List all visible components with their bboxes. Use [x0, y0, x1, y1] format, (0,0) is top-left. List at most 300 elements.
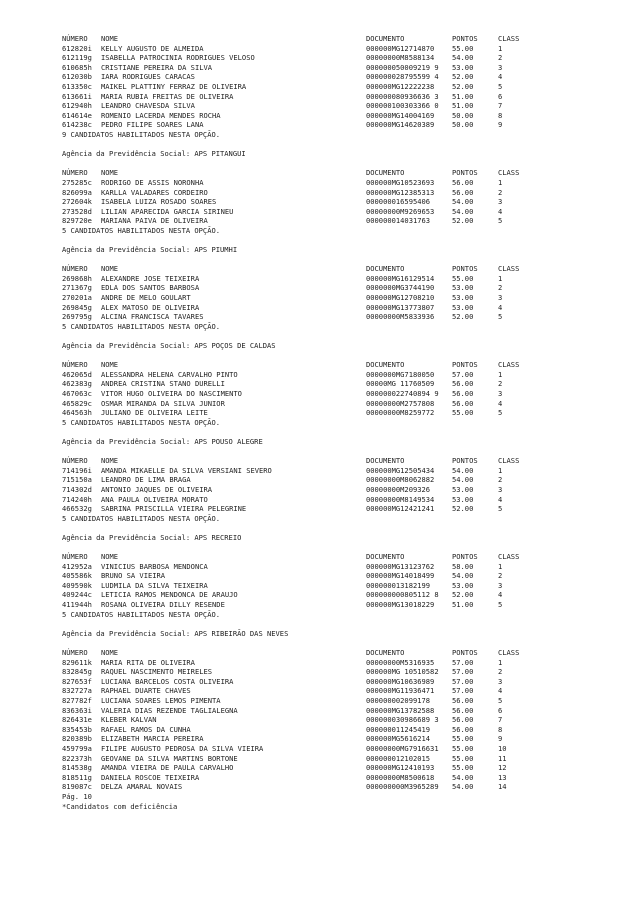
- pontos-header: PONTOS: [452, 552, 478, 562]
- class-cell: 4: [498, 590, 503, 600]
- nome-cell: ALEX MATOSO DE OLIVEIRA: [101, 302, 200, 312]
- documento-header: DOCUMENTO: [366, 34, 405, 43]
- nome-cell: OSMAR MIRANDA DA SILVA JUNIOR: [101, 398, 225, 408]
- documento-cell: 00000000M8588134: [366, 53, 435, 63]
- nome-cell: RAPHAEL DUARTE CHAVES: [101, 686, 191, 696]
- numero-cell: 610685h: [62, 62, 92, 72]
- nome-cell: ALESSANDRA HELENA CARVALHO PINTO: [101, 369, 238, 379]
- spacer: [62, 331, 622, 341]
- table-row: [62, 734, 622, 744]
- class-cell: 2: [498, 667, 503, 677]
- class-cell: 3: [498, 676, 503, 686]
- pontos-cell: 56.00: [452, 379, 474, 389]
- documento-header: DOCUMENTO: [366, 360, 405, 370]
- table-row: [62, 715, 622, 725]
- table-row: [62, 82, 622, 92]
- table-row: [62, 773, 622, 783]
- nome-cell: IARA RODRIGUES CARACAS: [101, 72, 195, 82]
- documento-header: DOCUMENTO: [366, 648, 405, 657]
- table-header: [62, 648, 622, 658]
- table-row: [62, 216, 622, 226]
- pontos-cell: 54.00: [452, 206, 474, 216]
- documento-cell: 00000000M8062882: [366, 475, 435, 485]
- table-row: [62, 72, 622, 82]
- nome-cell: LUCIANA BARCELOS COSTA OLIVEIRA: [101, 676, 234, 686]
- nome-cell: MARIA RUBIA FREITAS DE OLIVEIRA: [101, 91, 234, 101]
- table-row: [62, 590, 622, 600]
- pontos-header: PONTOS: [452, 456, 478, 466]
- nome-cell: ANDREA CRISTINA STANO DURELLI: [101, 379, 225, 389]
- nome-cell: JULIANO DE OLIVEIRA LEITE: [101, 408, 208, 418]
- numero-cell: 269845g: [62, 302, 92, 312]
- table-row: [62, 408, 622, 418]
- table-row: [62, 370, 622, 380]
- section-summary: 5 CANDIDATOS HABILITADOS NESTA OPÇÃO.: [62, 513, 221, 523]
- class-cell: 3: [498, 62, 503, 72]
- spacer: [62, 140, 622, 150]
- nome-cell: BRUNO SA VIEIRA: [101, 571, 166, 581]
- numero-cell: 459799a: [62, 743, 92, 753]
- numero-header: NÚMERO: [62, 456, 88, 466]
- class-cell: 8: [498, 724, 503, 734]
- table-row: [62, 120, 622, 130]
- nome-cell: AMANDA VIEIRA DE PAULA CARVALHO: [101, 763, 234, 773]
- pontos-cell: 56.00: [452, 388, 474, 398]
- pontos-cell: 54.00: [452, 53, 474, 63]
- pontos-cell: 56.00: [452, 715, 474, 725]
- table-row: [62, 389, 622, 399]
- numero-cell: 612820i: [62, 43, 92, 53]
- spacer: [62, 638, 622, 648]
- section-summary: 5 CANDIDATOS HABILITADOS NESTA OPÇÃO.: [62, 609, 221, 619]
- table-row: [62, 44, 622, 54]
- pontos-cell: 53.00: [452, 484, 474, 494]
- documento-cell: 000000002099178: [366, 695, 431, 705]
- numero-cell: 613661i: [62, 91, 92, 101]
- pontos-cell: 56.00: [452, 187, 474, 197]
- documento-cell: 000000080936636 3: [366, 91, 439, 101]
- footnote: *Candidatos com deficiência: [62, 801, 178, 811]
- nome-cell: AMANDA MIKAELLE DA SILVA VERSIANI SEVERO: [101, 465, 272, 475]
- class-cell: 6: [498, 705, 503, 715]
- pontos-cell: 53.00: [452, 494, 474, 504]
- table-header: [62, 34, 622, 44]
- table-row: [62, 283, 622, 293]
- nome-cell: ROMENIO LACERDA MENDES ROCHA: [101, 110, 221, 120]
- pontos-cell: 55.00: [452, 763, 474, 773]
- pontos-cell: 56.00: [452, 724, 474, 734]
- class-cell: 1: [498, 369, 503, 379]
- numero-cell: 829720e: [62, 216, 92, 226]
- table-row: [62, 696, 622, 706]
- class-cell: 1: [498, 177, 503, 187]
- numero-cell: 836363i: [62, 705, 92, 715]
- nome-cell: RODRIGO DE ASSIS NORONHA: [101, 177, 204, 187]
- documento-cell: 000000050009219 9: [366, 62, 439, 72]
- class-cell: 8: [498, 110, 503, 120]
- documento-cell: 000000014031763: [366, 216, 431, 226]
- section-title: Agência da Previdência Social: APS POÇOS DE CALDAS: [62, 341, 276, 350]
- section-title: Agência da Previdência Social: APS POUSO ALEGRE: [62, 436, 263, 446]
- documento-cell: 000000MG10523693: [366, 177, 435, 187]
- numero-cell: 412952a: [62, 561, 92, 571]
- nome-cell: ROSANA OLIVEIRA DILLY RESENDE: [101, 600, 225, 610]
- documento-cell: 000000012102015: [366, 753, 431, 763]
- documento-cell: 00000000M5833936: [366, 312, 435, 322]
- class-header: CLASS: [498, 552, 520, 562]
- table-row: [62, 53, 622, 63]
- documento-cell: 000000000M3965289: [366, 782, 439, 792]
- numero-cell: 826431e: [62, 715, 92, 725]
- class-header: CLASS: [498, 264, 520, 274]
- pontos-cell: 56.00: [452, 398, 474, 408]
- pontos-cell: 50.00: [452, 110, 474, 120]
- class-cell: 3: [498, 580, 503, 590]
- table-row: [62, 303, 622, 313]
- class-cell: 2: [498, 475, 503, 485]
- numero-cell: 820389b: [62, 734, 92, 744]
- numero-header: NÚMERO: [62, 168, 88, 178]
- numero-cell: 818511g: [62, 772, 92, 782]
- documento-cell: 0000000MG7180050: [366, 369, 435, 379]
- table-row: [62, 725, 622, 735]
- documento-cell: 000000MG16129514: [366, 273, 435, 283]
- nome-header: NOME: [101, 264, 119, 274]
- documento-cell: 00000000M9269653: [366, 206, 435, 216]
- table-row: [62, 101, 622, 111]
- documento-cell: 000000028795599 4: [366, 72, 439, 82]
- class-cell: 4: [498, 686, 503, 696]
- table-header: [62, 552, 622, 562]
- pontos-cell: 52.00: [452, 312, 474, 322]
- class-cell: 2: [498, 187, 503, 197]
- documento-cell: 000000MG12714870: [366, 43, 435, 53]
- nome-header: NOME: [101, 360, 119, 370]
- numero-header: NÚMERO: [62, 264, 88, 274]
- pontos-cell: 57.00: [452, 686, 474, 696]
- pontos-cell: 55.00: [452, 734, 474, 744]
- table-row: [62, 475, 622, 485]
- documento-header: DOCUMENTO: [366, 168, 405, 178]
- table-row: [62, 274, 622, 284]
- documento-cell: 00000000M8500618: [366, 772, 435, 782]
- table-header: [62, 360, 622, 370]
- documento-cell: 000000013182199: [366, 580, 431, 590]
- table-row: [62, 744, 622, 754]
- table-row: [62, 293, 622, 303]
- spacer: [62, 255, 622, 265]
- pontos-header: PONTOS: [452, 360, 478, 370]
- pontos-cell: 52.00: [452, 590, 474, 600]
- numero-cell: 269795g: [62, 312, 92, 322]
- nome-cell: DELZA AMARAL NOVAIS: [101, 782, 183, 792]
- documento-cell: 000000100303366 0: [366, 101, 439, 111]
- nome-cell: MAIKEL PLATTINY FERRAZ DE OLIVEIRA: [101, 81, 247, 91]
- numero-cell: 612940h: [62, 101, 92, 111]
- class-cell: 2: [498, 53, 503, 63]
- nome-cell: KARLLA VALADARES CORDEIRO: [101, 187, 208, 197]
- table-header: [62, 456, 622, 466]
- documento-cell: 000000MG12222238: [366, 81, 435, 91]
- nome-header: NOME: [101, 648, 119, 657]
- table-header: [62, 264, 622, 274]
- table-row: [62, 581, 622, 591]
- numero-cell: 613350c: [62, 81, 92, 91]
- documento-cell: 000000MG12708210: [366, 293, 435, 303]
- numero-cell: 814538g: [62, 763, 92, 773]
- table-row: [62, 178, 622, 188]
- documento-cell: 000000MG12505434: [366, 465, 435, 475]
- class-cell: 10: [498, 743, 507, 753]
- numero-cell: 272604k: [62, 197, 92, 207]
- documento-cell: 00000000MG7916631: [366, 743, 439, 753]
- pontos-cell: 53.00: [452, 283, 474, 293]
- table-row: [62, 92, 622, 102]
- documento-cell: 000000011245419: [366, 724, 431, 734]
- pontos-cell: 53.00: [452, 580, 474, 590]
- table-row: [62, 111, 622, 121]
- numero-cell: 270201a: [62, 293, 92, 303]
- documento-cell: 00000000M8259772: [366, 408, 435, 418]
- nome-cell: VITOR HUGO OLIVEIRA DO NASCIMENTO: [101, 388, 242, 398]
- numero-cell: 614614e: [62, 110, 92, 120]
- class-cell: 7: [498, 715, 503, 725]
- class-cell: 6: [498, 91, 503, 101]
- class-cell: 7: [498, 101, 503, 111]
- spacer: [62, 427, 622, 437]
- numero-cell: 411944h: [62, 600, 92, 610]
- documento-cell: 00000000M8149534: [366, 494, 435, 504]
- numero-cell: 715150a: [62, 475, 92, 485]
- class-cell: 5: [498, 312, 503, 322]
- spacer: [62, 619, 622, 629]
- numero-header: NÚMERO: [62, 360, 88, 370]
- table-row: [62, 600, 622, 610]
- nome-cell: RAQUEL NASCIMENTO MEIRELES: [101, 667, 213, 677]
- numero-cell: 464563h: [62, 408, 92, 418]
- documento-cell: 00000000M2757808: [366, 398, 435, 408]
- pontos-header: PONTOS: [452, 264, 478, 274]
- nome-cell: MARIANA PAIVA DE OLIVEIRA: [101, 216, 208, 226]
- documento-cell: 00000000M5316935: [366, 657, 435, 667]
- section-title: Agência da Previdência Social: APS RECREIO: [62, 532, 242, 542]
- numero-cell: 829611k: [62, 657, 92, 667]
- documento-cell: 000000016595406: [366, 197, 431, 207]
- nome-cell: LEANDRO DE LIMA BRAGA: [101, 475, 191, 485]
- nome-cell: PEDRO FILIPE SOARES LANA: [101, 120, 204, 130]
- pontos-cell: 54.00: [452, 782, 474, 792]
- nome-cell: LILIAN APARECIDA GARCIA SIRINEU: [101, 206, 234, 216]
- nome-cell: KLEBER KALVAN: [101, 715, 157, 725]
- table-row: [62, 63, 622, 73]
- numero-cell: 273528d: [62, 206, 92, 216]
- section-summary: 5 CANDIDATOS HABILITADOS NESTA OPÇÃO.: [62, 417, 221, 427]
- table-row: [62, 782, 622, 792]
- pontos-cell: 50.00: [452, 120, 474, 130]
- documento-cell: 000000MG12385313: [366, 187, 435, 197]
- table-row: [62, 686, 622, 696]
- class-cell: 5: [498, 81, 503, 91]
- numero-cell: 275285c: [62, 177, 92, 187]
- documento-cell: 000000MG14620389: [366, 120, 435, 130]
- table-row: [62, 495, 622, 505]
- table-row: [62, 188, 622, 198]
- class-cell: 2: [498, 571, 503, 581]
- nome-cell: VALERIA DIAS REZENDE TAGLIALEGNA: [101, 705, 238, 715]
- pontos-cell: 53.00: [452, 293, 474, 303]
- documento-cell: 0000000MG3744190: [366, 283, 435, 293]
- nome-cell: LUCIANA SOARES LEMOS PIMENTA: [101, 695, 221, 705]
- pontos-cell: 57.00: [452, 676, 474, 686]
- pontos-header: PONTOS: [452, 648, 478, 657]
- documento-cell: 000000MG5616214: [366, 734, 431, 744]
- table-row: [62, 754, 622, 764]
- class-header: CLASS: [498, 34, 520, 43]
- class-cell: 13: [498, 772, 507, 782]
- documento-cell: 00000000M209326: [366, 484, 431, 494]
- class-cell: 9: [498, 734, 503, 744]
- nome-cell: ISABELLA PATROCINIA RODRIGUES VELOSO: [101, 53, 255, 63]
- class-cell: 4: [498, 398, 503, 408]
- numero-header: NÚMERO: [62, 34, 88, 43]
- spacer: [62, 523, 622, 533]
- nome-header: NOME: [101, 34, 119, 43]
- documento-header: DOCUMENTO: [366, 456, 405, 466]
- numero-cell: 822373h: [62, 753, 92, 763]
- documento-header: DOCUMENTO: [366, 552, 405, 562]
- documento-cell: 000000MG13773807: [366, 302, 435, 312]
- pontos-cell: 58.00: [452, 561, 474, 571]
- documento-cell: 000000MG12410193: [366, 763, 435, 773]
- table-row: [62, 562, 622, 572]
- pontos-cell: 57.00: [452, 369, 474, 379]
- nome-cell: MARIA RITA DE OLIVEIRA: [101, 657, 195, 667]
- table-row: [62, 504, 622, 514]
- nome-header: NOME: [101, 456, 119, 466]
- documento-cell: 000000030986689 3: [366, 715, 439, 725]
- class-cell: 5: [498, 408, 503, 418]
- class-cell: 5: [498, 600, 503, 610]
- section-summary: 5 CANDIDATOS HABILITADOS NESTA OPÇÃO.: [62, 225, 221, 235]
- class-cell: 1: [498, 465, 503, 475]
- class-cell: 4: [498, 72, 503, 82]
- section-title: Agência da Previdência Social: APS RIBEIRÃO DAS NEVES: [62, 628, 289, 638]
- table-row: [62, 571, 622, 581]
- document-page: [62, 34, 622, 811]
- pontos-cell: 55.00: [452, 273, 474, 283]
- pontos-cell: 52.00: [452, 72, 474, 82]
- documento-cell: 00000MG 11760509: [366, 379, 435, 389]
- table-row: [62, 763, 622, 773]
- table-row: [62, 197, 622, 207]
- pontos-cell: 53.00: [452, 62, 474, 72]
- table-row: [62, 399, 622, 409]
- numero-cell: 465829c: [62, 398, 92, 408]
- numero-cell: 832727a: [62, 686, 92, 696]
- nome-cell: EDLA DOS SANTOS BARBOSA: [101, 283, 200, 293]
- nome-cell: LEANDRO CHAVESDA SILVA: [101, 101, 195, 111]
- documento-cell: 000000MG10636989: [366, 676, 435, 686]
- class-cell: 3: [498, 197, 503, 207]
- section-title: Agência da Previdência Social: APS PITANGUI: [62, 149, 246, 159]
- table-row: [62, 466, 622, 476]
- pontos-cell: 54.00: [452, 465, 474, 475]
- nome-cell: KELLY AUGUSTO DE ALMEIDA: [101, 43, 204, 53]
- class-cell: 3: [498, 293, 503, 303]
- pontos-cell: 56.00: [452, 177, 474, 187]
- class-header: CLASS: [498, 648, 520, 657]
- nome-cell: ISABELA LUIZA ROSADO SOARES: [101, 197, 217, 207]
- numero-cell: 714196i: [62, 465, 92, 475]
- table-row: [62, 667, 622, 677]
- numero-cell: 269868h: [62, 273, 92, 283]
- pontos-cell: 55.00: [452, 43, 474, 53]
- pontos-cell: 52.00: [452, 216, 474, 226]
- table-row: [62, 312, 622, 322]
- nome-cell: LUDMILA DA SILVA TEIXEIRA: [101, 580, 208, 590]
- numero-cell: 467063c: [62, 388, 92, 398]
- pontos-cell: 52.00: [452, 504, 474, 514]
- class-cell: 1: [498, 657, 503, 667]
- class-cell: 9: [498, 120, 503, 130]
- pontos-cell: 55.00: [452, 743, 474, 753]
- class-cell: 2: [498, 283, 503, 293]
- spacer: [62, 159, 622, 169]
- documento-cell: 000000MG12421241: [366, 504, 435, 514]
- numero-cell: 827653f: [62, 676, 92, 686]
- numero-cell: 714240h: [62, 494, 92, 504]
- pontos-cell: 53.00: [452, 302, 474, 312]
- class-header: CLASS: [498, 168, 520, 178]
- pontos-cell: 51.00: [452, 101, 474, 111]
- section-summary: 9 CANDIDATOS HABILITADOS NESTA OPÇÃO.: [62, 129, 221, 139]
- nome-cell: FILIPE AUGUSTO PEDROSA DA SILVA VIEIRA: [101, 743, 264, 753]
- numero-cell: 819087c: [62, 782, 92, 792]
- nome-cell: ALCINA FRANCISCA TAVARES: [101, 312, 204, 322]
- table-row: [62, 379, 622, 389]
- table-row: [62, 485, 622, 495]
- numero-cell: 714302d: [62, 484, 92, 494]
- pontos-cell: 51.00: [452, 600, 474, 610]
- numero-cell: 614238c: [62, 120, 92, 130]
- numero-header: NÚMERO: [62, 648, 88, 657]
- nome-cell: ANA PAULA OLIVEIRA MORATO: [101, 494, 208, 504]
- class-cell: 2: [498, 379, 503, 389]
- class-header: CLASS: [498, 456, 520, 466]
- class-cell: 4: [498, 302, 503, 312]
- documento-cell: 000000MG14004169: [366, 110, 435, 120]
- pontos-cell: 52.00: [452, 81, 474, 91]
- pontos-cell: 56.00: [452, 705, 474, 715]
- nome-cell: LETICIA RAMOS MENDONCA DE ARAUJO: [101, 590, 238, 600]
- documento-cell: 000000MG 10510582: [366, 667, 439, 677]
- class-cell: 5: [498, 216, 503, 226]
- nome-cell: GEOVANE DA SILVA MARTINS BORTONE: [101, 753, 238, 763]
- documento-cell: 000000000805112 8: [366, 590, 439, 600]
- numero-cell: 462383g: [62, 379, 92, 389]
- numero-cell: 466532g: [62, 504, 92, 514]
- class-cell: 4: [498, 206, 503, 216]
- nome-cell: SABRINA PRISCILLA VIEIRA PELEGRINE: [101, 504, 247, 514]
- spacer: [62, 447, 622, 457]
- documento-cell: 000000MG14018499: [366, 571, 435, 581]
- nome-cell: VINICIUS BARBOSA MENDONCA: [101, 561, 208, 571]
- numero-cell: 826099a: [62, 187, 92, 197]
- numero-cell: 827782f: [62, 695, 92, 705]
- pontos-cell: 54.00: [452, 197, 474, 207]
- nome-cell: DANIELA ROSCOE TEIXEIRA: [101, 772, 200, 782]
- class-cell: 3: [498, 484, 503, 494]
